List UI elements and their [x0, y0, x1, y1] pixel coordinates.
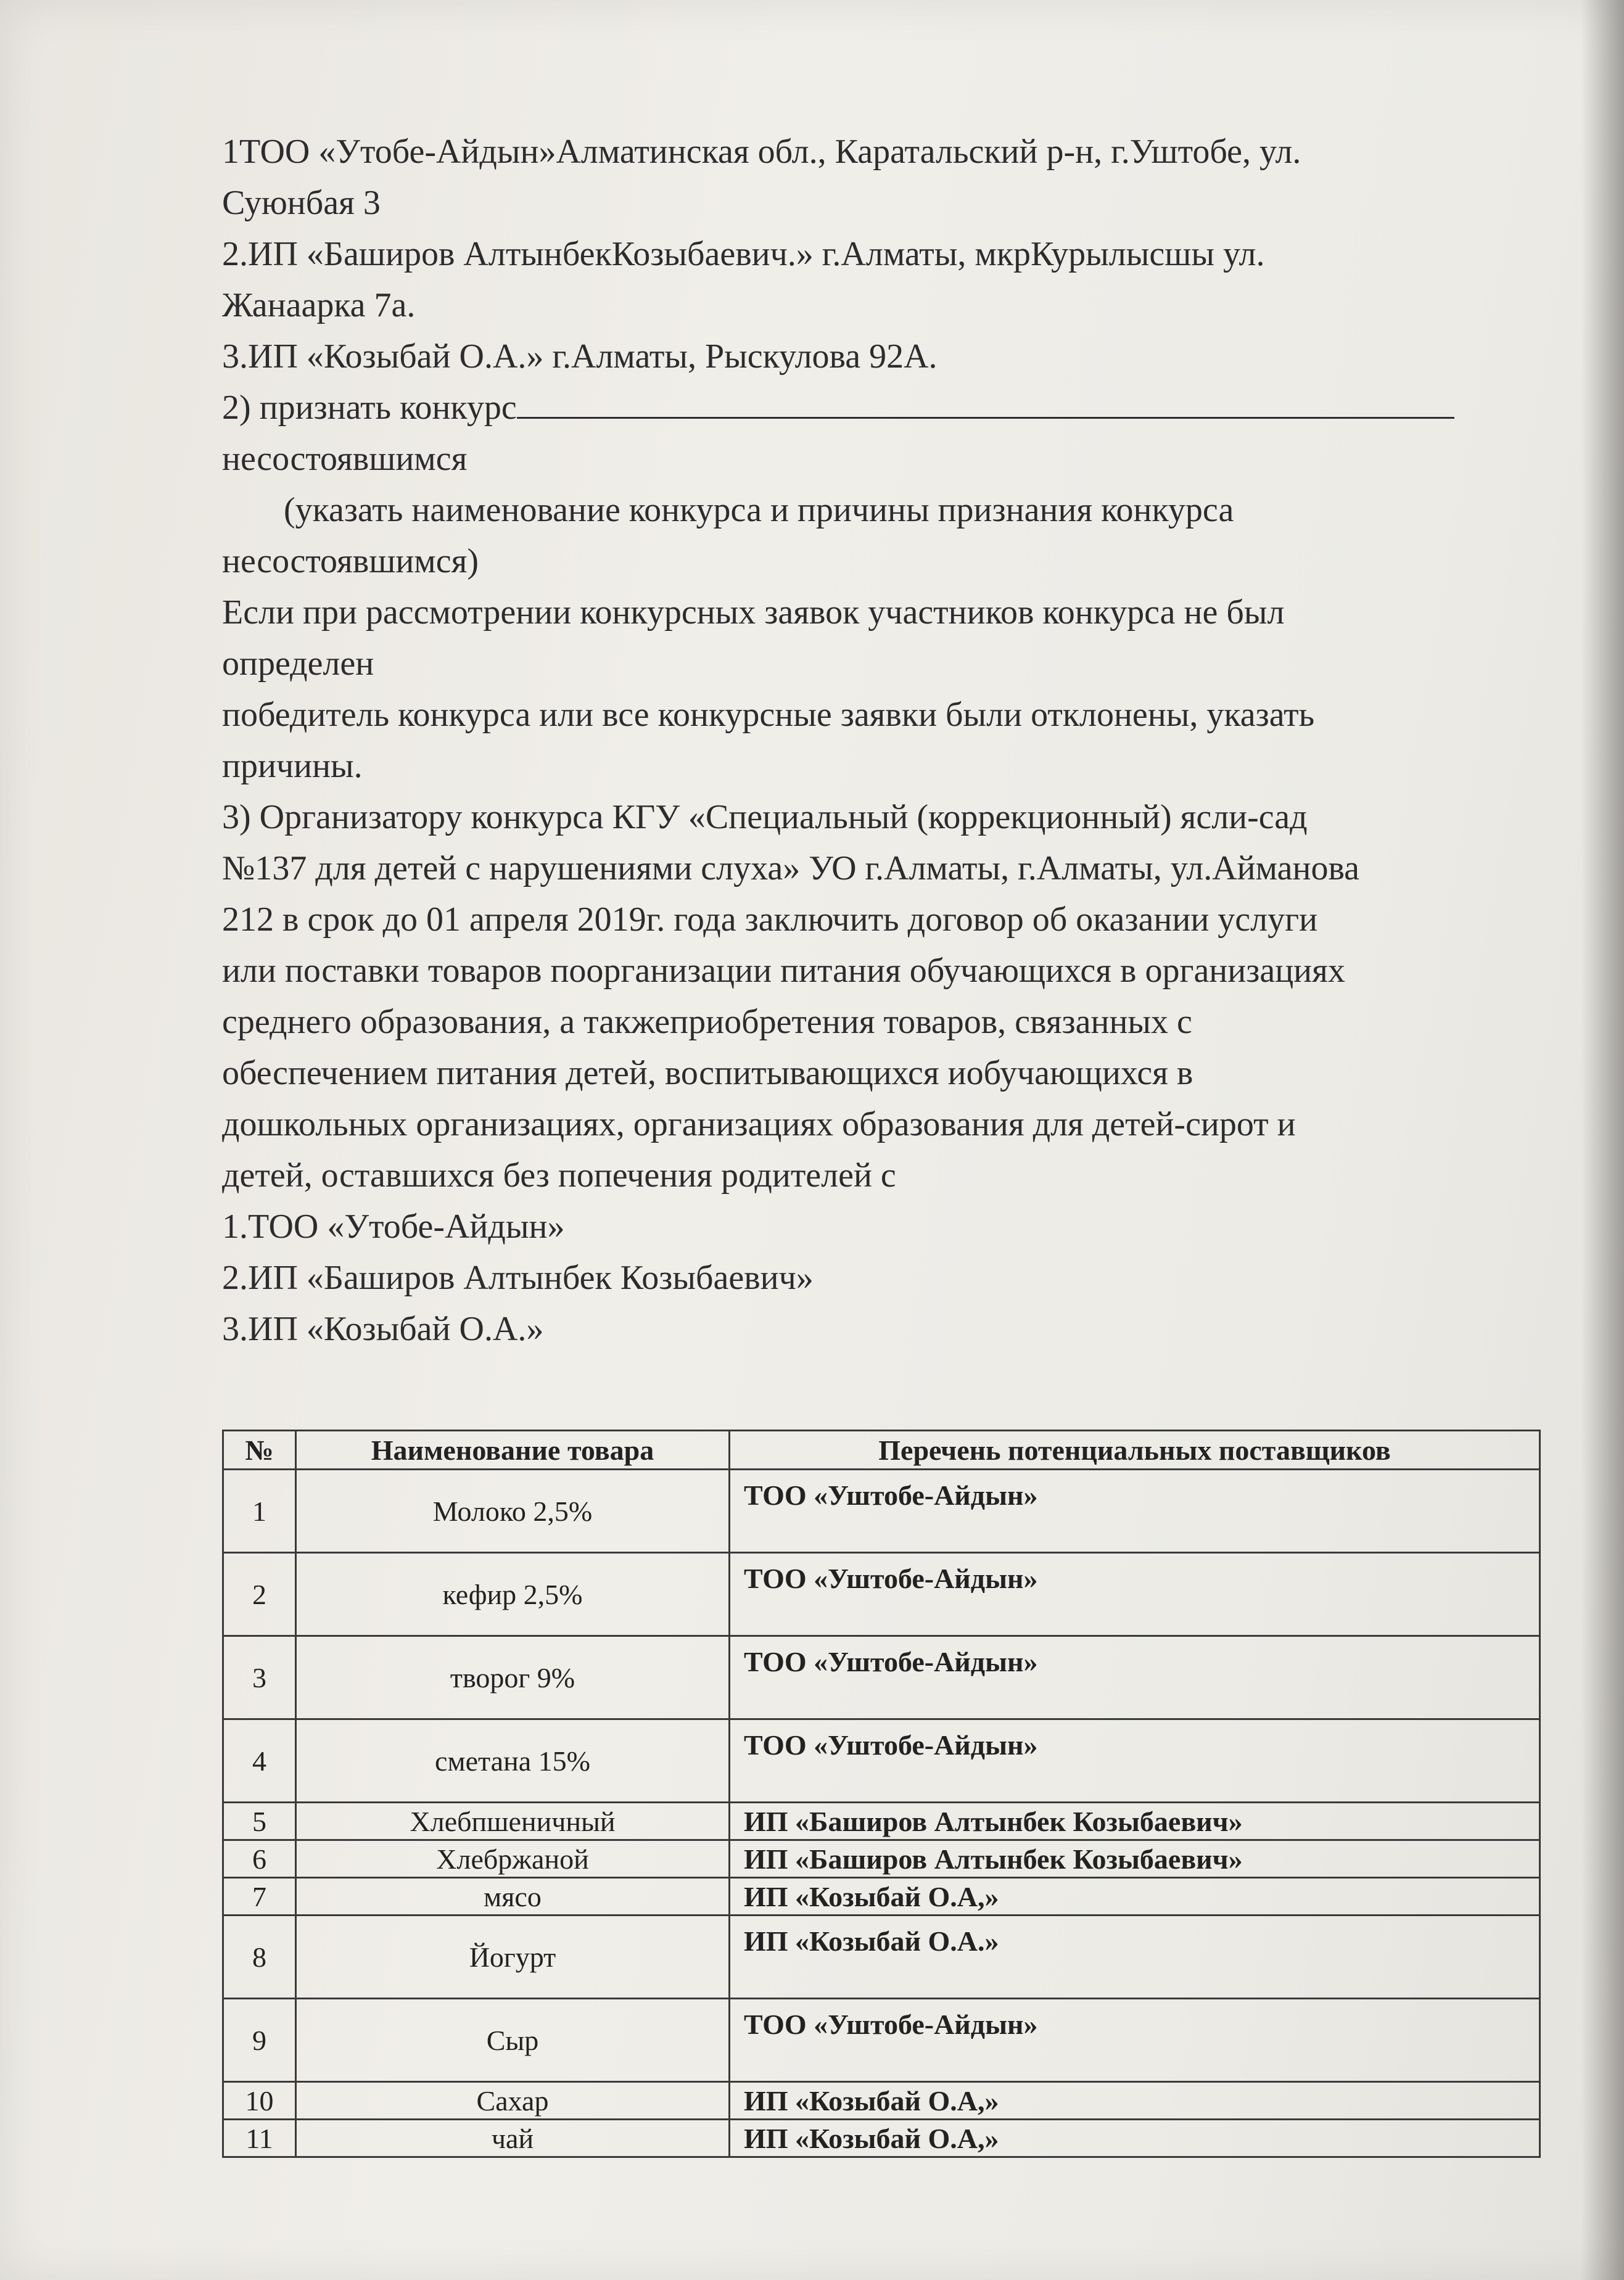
table-row [223, 1840, 1540, 1878]
row-supplier: ИП «Козыбай О.А,» [730, 1878, 1540, 1916]
row-supplier: ТОО «Уштобе-Айдын» [730, 1553, 1540, 1636]
row-number: 1 [223, 1470, 296, 1553]
text-line: 3.ИП «Козыбай О.А.» [222, 1310, 544, 1348]
header-suppliers: Перечень потенциальных поставщиков [730, 1431, 1540, 1470]
row-product: Хлебпшеничный [296, 1803, 730, 1840]
text-line: дошкольных организациях, организациях образования для детей-сирот и [222, 1105, 1296, 1143]
text-line: (указать наименование конкурса и причины признания конкурса [284, 491, 1234, 529]
text-line: обеспечением питания детей, воспитывающихся иобучающихся в [222, 1054, 1193, 1092]
row-number: 3 [223, 1636, 296, 1719]
table-row [223, 2120, 1540, 2157]
text-line: 212 в срок до 01 апреля 2019г. года заключить договор об оказании услуги [222, 900, 1318, 939]
row-number: 8 [223, 1916, 296, 1999]
row-supplier: ИП «Козыбай О.А,» [730, 2120, 1540, 2157]
row-product: сметана 15% [296, 1719, 730, 1803]
row-number: 4 [223, 1719, 296, 1803]
row-number: 7 [223, 1878, 296, 1916]
row-product: Сыр [296, 1999, 730, 2082]
text-line: 2.ИП «Баширов Алтынбек Козыбаевич» [222, 1259, 814, 1297]
row-product: Сахар [296, 2082, 730, 2120]
text-line: определен [222, 644, 374, 683]
table-row [223, 1553, 1540, 1636]
row-product: мясо [296, 1878, 730, 1916]
row-product: Йогурт [296, 1916, 730, 1999]
row-supplier: ТОО «Уштобе-Айдын» [730, 1636, 1540, 1719]
text-line: 1.ТОО «Утобе-Айдын» [222, 1208, 565, 1246]
text-line-with-blank [222, 382, 1530, 434]
row-number: 6 [223, 1840, 296, 1878]
table-header-row [223, 1431, 1540, 1470]
row-number: 10 [223, 2082, 296, 2120]
text-line: Если при рассмотрении конкурсных заявок участников конкурса не был [222, 593, 1285, 632]
text-line: среднего образования, а такжеприобретения товаров, связанных с [222, 1003, 1192, 1041]
table-row [223, 1878, 1540, 1916]
text-line: Жанаарка 7а. [222, 286, 416, 324]
document-body [222, 126, 1530, 1355]
table-row [223, 1636, 1540, 1719]
row-supplier: ИП «Баширов Алтынбек Козыбаевич» [730, 1803, 1540, 1840]
goods-supplier-table [222, 1430, 1541, 2158]
text-line: Суюнбая 3 [222, 184, 381, 222]
header-number: № [223, 1431, 296, 1470]
row-product: Хлебржаной [296, 1840, 730, 1878]
text-line: несостоявшимся) [222, 542, 479, 580]
row-supplier: ИП «Баширов Алтынбек Козыбаевич» [730, 1840, 1540, 1878]
text-line: или поставки товаров поорганизации питания обучающихся в организациях [222, 952, 1345, 990]
text-line: причины. [222, 747, 363, 785]
text-line: №137 для детей с нарушениями слуха» УО г.Алматы, г.Алматы, ул.Айманова [222, 849, 1360, 887]
text-line: детей, оставшихся без попечения родителей с [222, 1156, 896, 1195]
row-number: 11 [223, 2120, 296, 2157]
row-product: творог 9% [296, 1636, 730, 1719]
text-line: 3) Организатору конкурса КГУ «Специальный (коррекционный) ясли-сад [222, 798, 1308, 836]
text-line: 2) признать конкурс [222, 389, 517, 427]
row-number: 9 [223, 1999, 296, 2082]
row-number: 5 [223, 1803, 296, 1840]
table-row [223, 1470, 1540, 1553]
row-supplier: ТОО «Уштобе-Айдын» [730, 1470, 1540, 1553]
row-number: 2 [223, 1553, 296, 1636]
table-row [223, 2082, 1540, 2120]
row-supplier: ТОО «Уштобе-Айдын» [730, 1719, 1540, 1803]
text-line: 3.ИП «Козыбай О.А.» г.Алматы, Рыскулова 92А. [222, 337, 938, 376]
blank-fill-line [517, 386, 1454, 419]
table-row [223, 1999, 1540, 2082]
text-line: победитель конкурса или все конкурсные заявки были отклонены, указать [222, 696, 1315, 734]
row-product: Молоко 2,5% [296, 1470, 730, 1553]
row-supplier: ИП «Козыбай О.А.» [730, 1916, 1540, 1999]
row-product: кефир 2,5% [296, 1553, 730, 1636]
table-row [223, 1719, 1540, 1803]
header-product-name: Наименование товара [296, 1431, 730, 1470]
row-supplier: ТОО «Уштобе-Айдын» [730, 1999, 1540, 2082]
text-line: 1ТОО «Утобе-Айдын»Алматинская обл., Каратальский р-н, г.Уштобе, ул. [222, 133, 1301, 171]
text-line: несостоявшимся [222, 440, 468, 478]
row-supplier: ИП «Козыбай О.А,» [730, 2082, 1540, 2120]
text-line: 2.ИП «Баширов АлтынбекКозыбаевич.» г.Алматы, мкрКурылысшы ул. [222, 235, 1265, 273]
table-row [223, 1803, 1540, 1840]
row-product: чай [296, 2120, 730, 2157]
table-row [223, 1916, 1540, 1999]
